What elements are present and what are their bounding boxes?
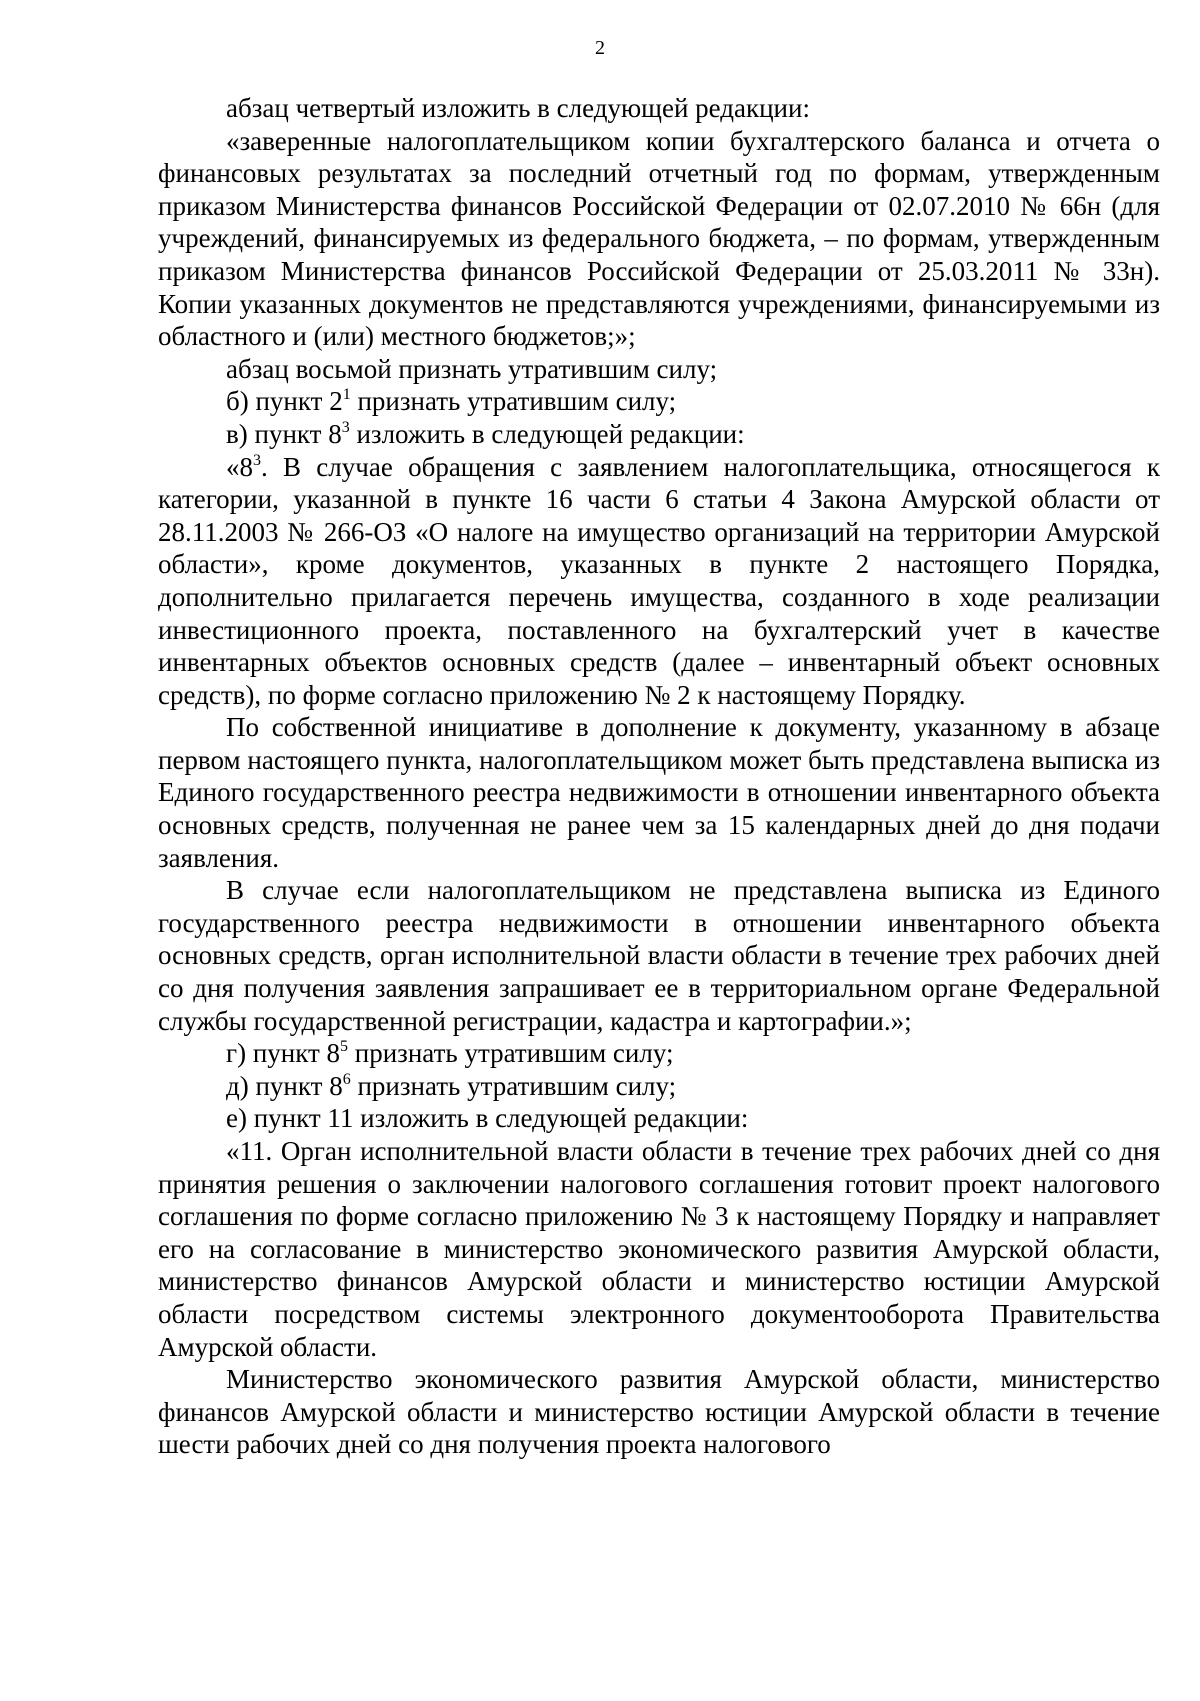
superscript: 3 (341, 418, 350, 436)
text-run: признать утратившим силу; (348, 1038, 674, 1069)
paragraph (158, 1037, 1160, 1070)
text-run: «8 (226, 451, 253, 482)
text-run: г) пункт 8 (226, 1038, 341, 1069)
paragraph (158, 1070, 1160, 1103)
text-run: в) пункт 8 (226, 418, 342, 449)
text-run: признать утратившим силу; (350, 386, 677, 417)
text-run: д) пункт 8 (226, 1070, 343, 1101)
paragraph (158, 353, 1160, 386)
text-run: е) пункт 11 изложить в следующей редакции: (226, 1103, 749, 1134)
document-body (158, 92, 1160, 1461)
text-run: абзац восьмой признать утратившим силу; (226, 353, 718, 384)
paragraph (158, 711, 1160, 874)
superscript: 1 (342, 386, 351, 404)
superscript: 5 (340, 1038, 349, 1056)
text-run: изложить в следующей редакции: (349, 418, 745, 449)
paragraph (158, 418, 1160, 451)
paragraph (158, 1363, 1160, 1461)
superscript: 6 (342, 1070, 351, 1088)
text-run: По собственной инициативе в дополнение к документу, указанному в абзаце первом настоящего пункта, налогоплательщиком может быть представлена выписка из Единого государственного реестра недвижимости в отношении инвентарного объекта основных средств, полученная не ранее чем за 15 календарных дней до дня подачи заявления. (158, 712, 1160, 873)
text-run: «заверенные налогоплательщиком копии бухгалтерского баланса и отчета о финансовых результатах за последний отчетный год по формам, утвержденным приказом Министерства финансов Российской Федерации от 02.07.2010 № 66н (для учреждений, финансируемых из федерального бюджета, – по формам, утвержденным приказом Министерства финансов Российской Федерации от 25.03.2011 № 33н). Копии указанных документов не представляются учреждениями, финансируемыми из областного и (или) местного бюджетов;»; (158, 125, 1160, 352)
page-number: 2 (595, 37, 605, 59)
text-run: б) пункт 2 (226, 386, 343, 417)
paragraph (158, 451, 1160, 712)
paragraph (158, 874, 1160, 1037)
paragraph (158, 1135, 1160, 1363)
text-run: В случае если налогоплательщиком не представлена выписка из Единого государственного реестра недвижимости в отношении инвентарного объекта основных средств, орган исполнительной власти области в течение трех рабочих дней со дня получения заявления запрашивает ее в территориальном органе Федеральной службы государственной регистрации, кадастра и картографии.»; (158, 875, 1160, 1036)
paragraph (158, 92, 1160, 125)
text-run: абзац четвертый изложить в следующей редакции: (226, 93, 810, 123)
text-run: признать утратившим силу; (350, 1070, 677, 1101)
paragraph (158, 385, 1160, 418)
paragraph (158, 125, 1160, 353)
text-run: Министерство экономического развития Амурской области, министерство финансов Амурской области и министерство юстиции Амурской области в течение шести рабочих дней со дня получения проекта налогового (158, 1364, 1160, 1460)
superscript: 3 (253, 451, 261, 469)
text-run: «11. Орган исполнительной власти области в течение трех рабочих дней со дня принятия решения о заключении налогового соглашения готовит проект налогового соглашения по форме согласно приложению № 3 к настоящему Порядку и направляет его на согласование в министерство экономического развития Амурской области, министерство финансов Амурской области и министерство юстиции Амурской области посредством системы электронного документооборота Правительства Амурской области. (158, 1136, 1160, 1362)
text-run: . В случае обращения с заявлением налогоплательщика, относящегося к категории, указанной в пункте 16 части 6 статьи 4 Закона Амурской области от 28.11.2003 № 266-ОЗ «О налоге на имущество организаций на территории Амурской области», кроме документов, указанных в пункте 2 настоящего Порядка, дополнительно прилагается перечень имущества, созданного в ходе реализации инвестиционного проекта, поставленного на бухгалтерский учет в качестве инвентарных объектов основных средств (далее – инвентарный объект основных средств), по форме согласно приложению № 2 к настоящему Порядку. (158, 451, 1160, 710)
paragraph (158, 1102, 1160, 1135)
